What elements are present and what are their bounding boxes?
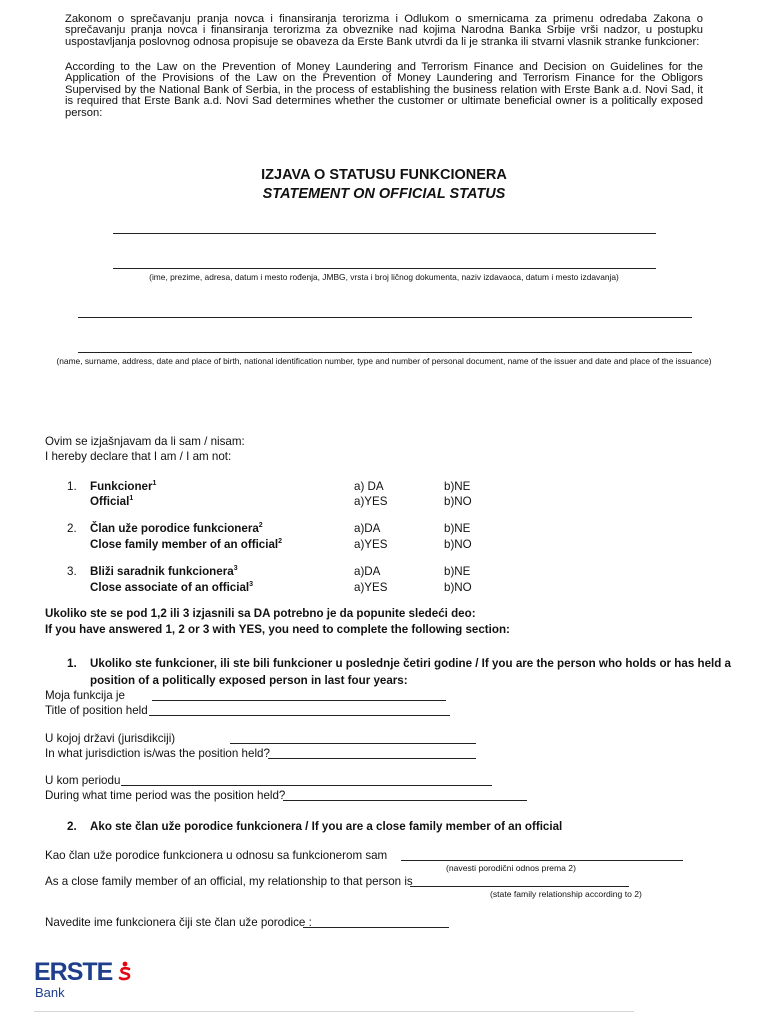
jurisdiction-label-en: In what jurisdiction is/was the position held? (45, 747, 270, 760)
question-3-label-en: Close associate of an official$^3$ (90, 581, 254, 594)
question-2-no-sr[interactable]: b)NE (444, 522, 471, 535)
question-1-label-en: Official$^1$ (90, 495, 134, 508)
identity-line-sr-1[interactable] (113, 233, 656, 234)
question-2-label-en: Close family member of an official$^2$ (90, 538, 283, 551)
relationship-field-en[interactable] (410, 886, 629, 887)
question-1-yes-en[interactable]: a)YES (354, 495, 388, 508)
question-1-yes-sr[interactable]: a) DA (354, 480, 384, 493)
period-label-sr: U kom periodu (45, 774, 121, 787)
identity-line-sr-2[interactable] (113, 268, 656, 269)
question-1-no-sr[interactable]: b)NE (444, 480, 471, 493)
question-3-no-sr[interactable]: b)NE (444, 565, 471, 578)
declare-sr: Ovim se izjašnjavam da li sam / nisam: (45, 435, 245, 448)
identity-caption-en: (name, surname, address, date and place of birth, national identification number, type and number of personal document, name of the issuer and date and place of the issuance) (56, 356, 712, 366)
question-1-number: 1. (67, 480, 77, 493)
jurisdiction-label-sr: U kojoj državi (jurisdikciji) (45, 732, 176, 745)
relationship-note-en: (state family relationship according to 2) (490, 889, 642, 899)
period-field-sr[interactable] (121, 785, 492, 786)
question-3-yes-sr[interactable]: a)DA (354, 565, 381, 578)
erste-s-symbol-icon (118, 961, 132, 982)
position-label-sr: Moja funkcija je (45, 689, 125, 702)
question-3-label-sr: Bliži saradnik funkcionera$^3$ (90, 565, 238, 578)
position-field-en[interactable] (149, 715, 450, 716)
intro-sr-paragraph: Zakonom o sprečavanju pranja novca i finansiranja terorizma i Odlukom o smernicama za primenu odredaba Zakona o sprečavanju pranja novca i finansiranja terorizma za obveznike nad kojima Narodna Banka Srbije vrši nadzor, u postupku uspostavljanja poslovnog odnosa propisuje se obaveza da Erste Bank utvrdi da li je stranka ili stvarni vlasnik stranke funkcioner: (65, 13, 703, 48)
relationship-field-sr[interactable] (401, 860, 683, 861)
section-2-heading: Ako ste član uže porodice funkcionera / If you are a close family member of an official (90, 820, 563, 833)
question-2-no-en[interactable]: b)NO (444, 538, 472, 551)
question-2-label-sr: Član uže porodice funkcionera$^2$ (90, 522, 263, 535)
logo-wordmark: ERSTE (34, 958, 113, 986)
position-label-en: Title of position held (45, 704, 148, 717)
identity-line-en-2[interactable] (78, 352, 692, 353)
section-1-heading-line-2: position of a politically exposed person in last four years: (90, 674, 408, 687)
footer-divider (34, 1011, 634, 1012)
relationship-label-en: As a close family member of an official, my relationship to that person is (45, 875, 413, 888)
identity-caption-sr: (ime, prezime, adresa, datum i mesto rođenja, JMBG, vrsta i broj ličnog dokumenta, naziv izdavaoca, datum i mesto izdavanja) (149, 272, 619, 282)
position-field-sr[interactable] (152, 700, 446, 701)
title-en: STATEMENT ON OFFICIAL STATUS (262, 186, 506, 202)
relationship-label-sr: Kao član uže porodice funkcionera u odnosu sa funkcionerom sam (45, 849, 388, 862)
jurisdiction-field-en[interactable] (268, 758, 476, 759)
instruction-sr: Ukoliko ste se pod 1,2 ili 3 izjasnili sa DA potrebno je da popunite sledeći deo: (45, 607, 476, 620)
question-1-label-sr: Funkcioner$^1$ (90, 480, 157, 493)
declare-en: I hereby declare that I am / I am not: (45, 450, 232, 463)
question-2-number: 2. (67, 522, 77, 535)
logo-subtitle: Bank (35, 985, 65, 1000)
period-field-en[interactable] (283, 800, 527, 801)
official-name-field-sr[interactable] (303, 927, 449, 928)
section-1-heading-line-1: Ukoliko ste funkcioner, ili ste bili funkcioner u poslednje četiri godine / If you are the person who holds or has held a (90, 657, 731, 670)
question-2-yes-sr[interactable]: a)DA (354, 522, 381, 535)
section-2-number: 2. (67, 820, 77, 833)
section-1-number: 1. (67, 657, 77, 670)
question-1-no-en[interactable]: b)NO (444, 495, 472, 508)
relationship-note-sr: (navesti porodični odnos prema 2) (446, 863, 576, 873)
erste-bank-logo (34, 958, 134, 1008)
instruction-en: If you have answered 1, 2 or 3 with YES, you need to complete the following section: (45, 623, 510, 636)
question-3-number: 3. (67, 565, 77, 578)
identity-line-en-1[interactable] (78, 317, 692, 318)
official-name-label-sr: Navedite ime funkcionera čiji ste član uže porodice : (45, 916, 312, 929)
question-3-yes-en[interactable]: a)YES (354, 581, 388, 594)
question-2-yes-en[interactable]: a)YES (354, 538, 388, 551)
jurisdiction-field-sr[interactable] (230, 743, 476, 744)
intro-en-paragraph: According to the Law on the Prevention of Money Laundering and Terrorism Finance and Decision on Guidelines for the Application of the Provisions of the Law on the Prevention of Money Laundering and Terrorism Finance for the Obligors Supervised by the National Bank of Serbia, in the process of establishing the business relation with Erste Bank a.d. Novi Sad, it is required that Erste Bank a.d. Novi Sad determines whether the customer or ultimate beneficial owner is a politically exposed person: (65, 61, 703, 119)
title-sr: IZJAVA O STATUSU FUNKCIONERA (261, 167, 507, 183)
question-3-no-en[interactable]: b)NO (444, 581, 472, 594)
period-label-en: During what time period was the position held? (45, 789, 286, 802)
